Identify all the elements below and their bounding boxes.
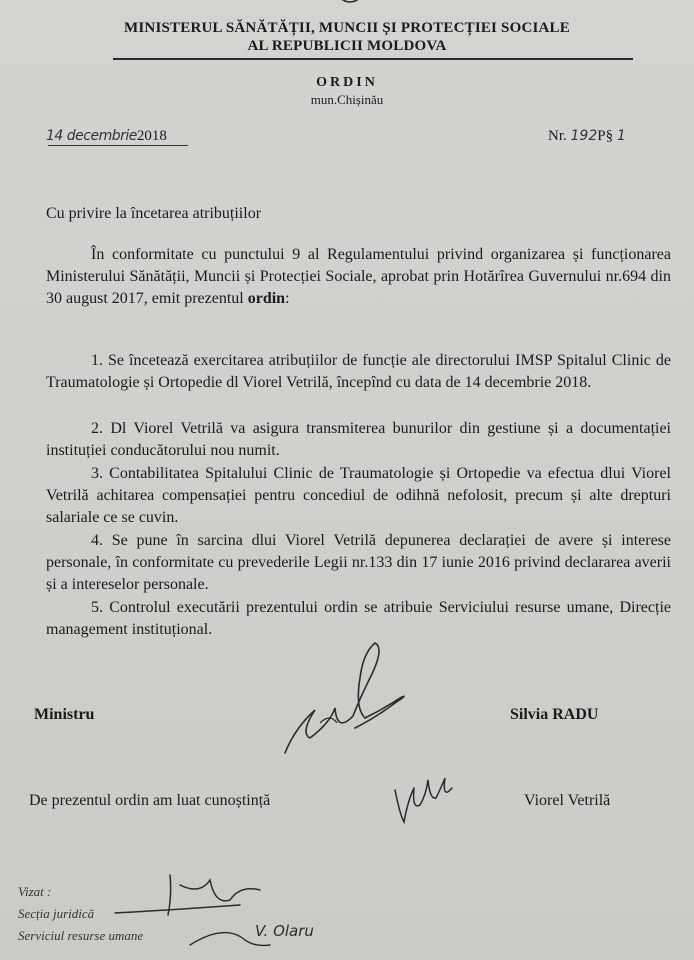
- hr-handwritten-name: V. Olaru: [255, 922, 314, 940]
- ministry-name: MINISTERUL SĂNĂTĂȚII, MUNCII ȘI PROTECȚIEI SOCIALE: [124, 20, 570, 36]
- document-location: mun.Chișinău: [310, 92, 384, 107]
- list-item-3: 3. Contabilitatea Spitalului Clinic de Traumatologie și Ortopedie va efectua dlui Viorel Vetrilă achitarea compensației pentru concediul de odihnă nefolosit, precum și alte drepturi salariale ce se cuvin.: [46, 465, 671, 526]
- intro-end: :: [285, 290, 290, 307]
- subject-line: Cu privire la încetarea atribuțiilor: [46, 205, 262, 222]
- minister-signature: [275, 638, 425, 763]
- state-emblem-icon: [335, 0, 365, 14]
- document-type: ORDIN: [316, 75, 378, 90]
- visa-title: Vizat :: [18, 884, 52, 899]
- intro-bold: ordin: [247, 290, 286, 307]
- header-divider: [113, 58, 633, 60]
- document-date: [46, 128, 167, 145]
- acknowledgement-signature: [390, 770, 460, 830]
- number-suffix: P§: [597, 128, 614, 144]
- list-item-2: 2. Dl Viorel Vetrilă va asigura transmiterea bunurilor din gestiune și a documentației instituției conducătorului nou numit.: [46, 420, 671, 459]
- visa-hr-department: Serviciul resurse umane: [18, 928, 144, 943]
- date-underline: [48, 145, 188, 146]
- document-number: [548, 128, 626, 145]
- number-handwritten: 192: [570, 128, 598, 144]
- intro-text: În conformitate cu punctului 9 al Regulamentului privind organizarea și funcționarea Ministerului Sănătății, Muncii și Protecției Sociale, aprobat prin Hotărîrea Guvernului nr.694 din 30 august 2017, emit prezentul: [46, 246, 671, 307]
- minister-name: Silvia RADU: [510, 706, 599, 723]
- intro-paragraph: [46, 244, 671, 310]
- visa-legal-department: Secția juridică: [18, 906, 95, 921]
- list-item-4: 4. Se pune în sarcina dlui Viorel Vetrilă depunerea declarației de avere și interese personale, în conformitate cu prevederile Legii nr.133 din 17 iunie 2016 privind declararea averii și a intereselor personale.: [46, 532, 671, 593]
- date-handwritten: 14 decembrie: [46, 128, 137, 144]
- date-year: 2018: [136, 128, 167, 144]
- acknowledgement-text: De prezentul ordin am luat cunoștință: [29, 792, 271, 809]
- list-item-1: 1. Se încetează exercitarea atribuțiilor de funcție ale directorului IMSP Spitalul Clinic de Traumatologie și Ortopedie dl Viorel Vetrilă, începînd cu data de 14 decembrie 2018.: [46, 352, 671, 391]
- number-handwritten-2: 1: [616, 128, 626, 144]
- number-label: Nr.: [548, 128, 567, 144]
- minister-label: Ministru: [34, 706, 95, 723]
- list-item-5: 5. Controlul executării prezentului ordin se atribuie Serviciului resurse umane, Direcție management instituțional.: [46, 599, 671, 638]
- ministry-country: AL REPUBLICII MOLDOVA: [247, 38, 447, 54]
- acknowledgement-name: Viorel Vetrilă: [524, 792, 611, 809]
